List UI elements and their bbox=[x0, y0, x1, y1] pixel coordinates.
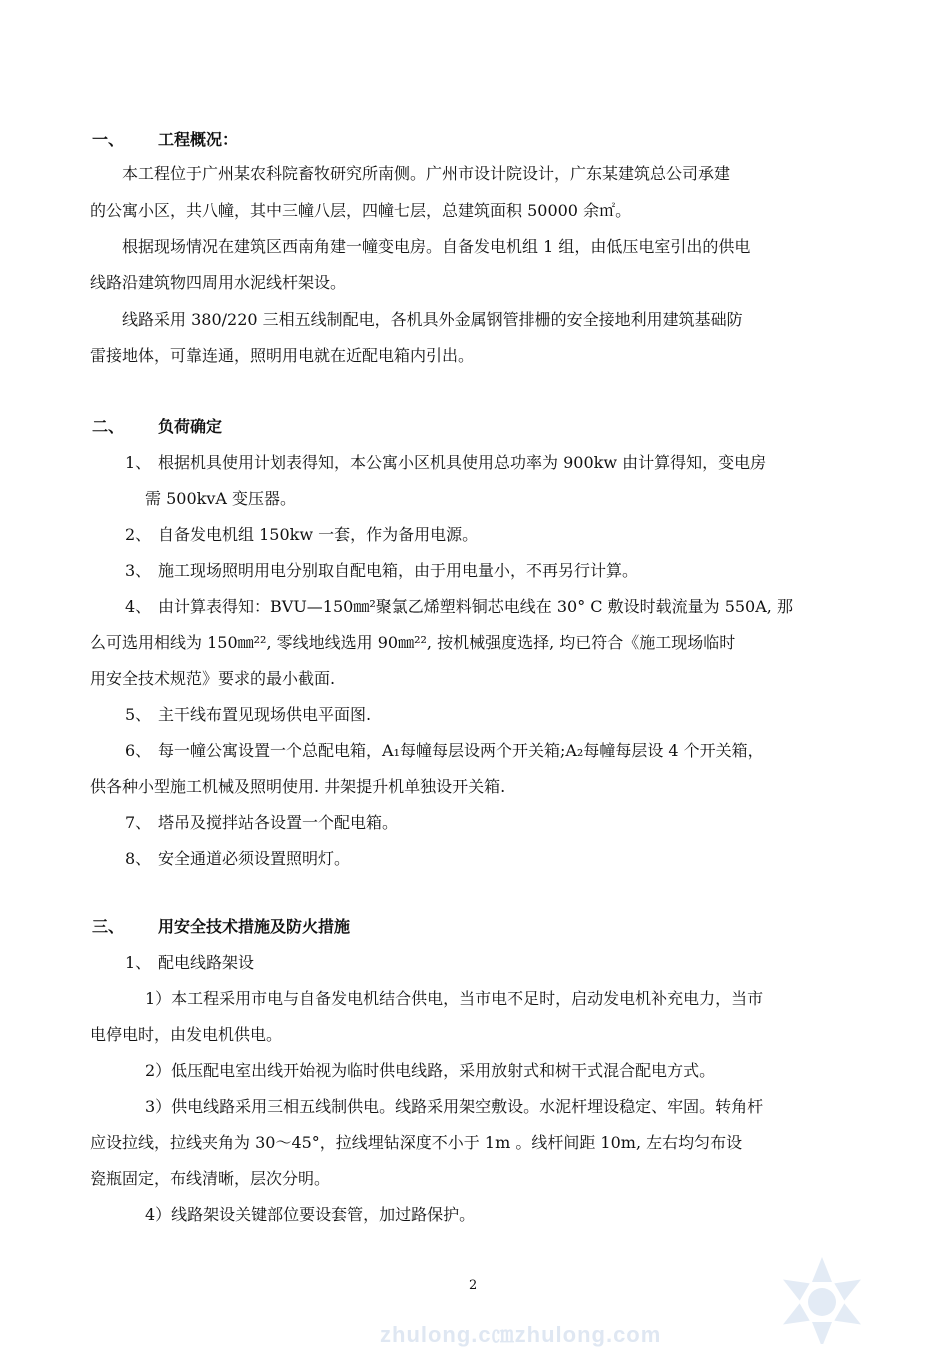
section-3-title: 用安全技术措施及防火措施 bbox=[158, 917, 351, 936]
list-item-text: 主干线布置见现场供电平面图. bbox=[158, 705, 372, 724]
list-item-continuation: 需 500kvA 变压器。 bbox=[145, 489, 297, 508]
list-item-number: 3、 bbox=[125, 561, 152, 580]
list-item-number: 4、 bbox=[125, 597, 152, 616]
list-item-number: 1、 bbox=[125, 453, 152, 472]
list-item-text: 塔吊及搅拌站各设置一个配电箱。 bbox=[158, 813, 399, 832]
list-item-text: 每一幢公寓设置一个总配电箱，A₁每幢每层设两个开关箱;A₂每幢每层设 4 个开关箱， bbox=[158, 741, 764, 760]
list-item-number: 2、 bbox=[125, 525, 152, 544]
paragraph-line: 4）线路架设关键部位要设套管，加过路保护。 bbox=[145, 1205, 476, 1224]
paragraph-line: 1）本工程采用市电与自备发电机结合供电，当市电不足时，启动发电机补充电力，当市 bbox=[145, 989, 764, 1008]
list-item-number: 6、 bbox=[125, 741, 152, 760]
list-item-text: 施工现场照明用电分别取自配电箱，由于用电量小，不再另行计算。 bbox=[158, 561, 639, 580]
paragraph-line: 本工程位于广州某农科院畜牧研究所南侧。广州市设计院设计，广东某建筑总公司承建 bbox=[122, 164, 731, 183]
list-item-continuation: 用安全技术规范》要求的最小截面. bbox=[90, 669, 336, 688]
section-1-number: 一、 bbox=[92, 130, 125, 149]
paragraph-line: 线路沿建筑物四周用水泥线杆架设。 bbox=[90, 273, 347, 292]
list-item-number: 8、 bbox=[125, 849, 152, 868]
list-item-text: 安全通道必须设置照明灯。 bbox=[158, 849, 351, 868]
page-number: 2 bbox=[469, 1278, 478, 1293]
list-item-text: 由计算表得知：BVU—150㎜²聚氯乙烯塑料铜芯电线在 30° C 敷设时载流量为 550A, 那 bbox=[158, 597, 793, 616]
paragraph-line: 的公寓小区，共八幢，其中三幢八层，四幢七层，总建筑面积 50000 余㎡。 bbox=[90, 201, 632, 220]
list-item-continuation: 么可选用相线为 150㎜²², 零线地线选用 90㎜²², 按机械强度选择, 均已符合《施工现场临时 bbox=[90, 633, 736, 652]
list-item-text: 根据机具使用计划表得知，本公寓小区机具使用总功率为 900kw 由计算得知，变电房 bbox=[158, 453, 767, 472]
list-item-number: 5、 bbox=[125, 705, 152, 724]
paragraph-line: 根据现场情况在建筑区西南角建一幢变电房。自备发电机组 1 组，由低压电室引出的供电 bbox=[122, 237, 751, 256]
watermark-text: zhulong.c㎝zhulong.com bbox=[380, 1322, 662, 1347]
paragraph-line: 3）供电线路采用三相五线制供电。线路采用架空敷设。水泥杆埋设稳定、牢固。转角杆 bbox=[145, 1097, 764, 1116]
snowflake-watermark-icon bbox=[722, 1252, 922, 1344]
paragraph-line: 雷接地体，可靠连通，照明用电就在近配电箱内引出。 bbox=[90, 346, 475, 365]
section-2-title: 负荷确定 bbox=[158, 417, 223, 436]
paragraph-line: 应设拉线，拉线夹角为 30～45°，拉线埋钻深度不小于 1m 。线杆间距 10m, 左右均匀布设 bbox=[90, 1133, 743, 1152]
paragraph-line: 电停电时，由发电机供电。 bbox=[90, 1025, 283, 1044]
paragraph-line: 线路采用 380/220 三相五线制配电，各机具外金属钢管排栅的安全接地利用建筑基础防 bbox=[122, 310, 743, 329]
paragraph-line: 瓷瓶固定，布线清晰，层次分明。 bbox=[90, 1169, 331, 1188]
list-item-text: 自备发电机组 150kw 一套，作为备用电源。 bbox=[158, 525, 479, 544]
list-item-number: 7、 bbox=[125, 813, 152, 832]
list-item-continuation: 供各种小型施工机械及照明使用. 井架提升机单独设开关箱. bbox=[90, 777, 506, 796]
section-1-title: 工程概况： bbox=[158, 130, 239, 149]
paragraph-line: 2）低压配电室出线开始视为临时供电线路，采用放射式和树干式混合配电方式。 bbox=[145, 1061, 716, 1080]
section-3-number: 三、 bbox=[92, 917, 125, 936]
section-2-number: 二、 bbox=[92, 417, 125, 436]
subsection-number: 1、 bbox=[125, 953, 152, 972]
subsection-title: 配电线路架设 bbox=[158, 953, 255, 972]
